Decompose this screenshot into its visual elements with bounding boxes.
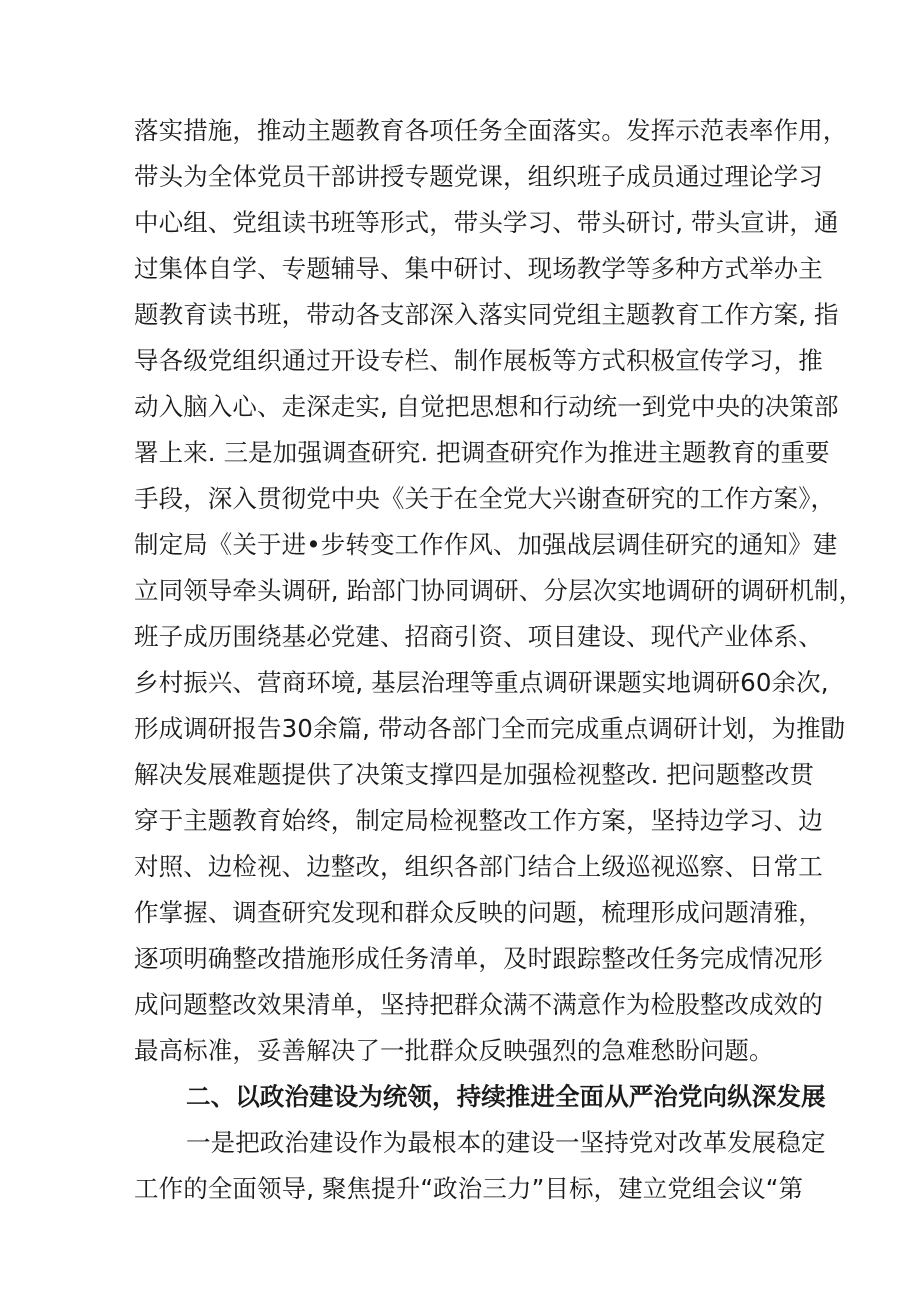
body-text-line: 形成调研报告30余篇, 带动各部门全而完成重点调研计划，为推勖 xyxy=(134,714,846,743)
body-text-line: 班子成历围绕基必党建、招商引资、项目建设、现代产业体系、 xyxy=(134,622,823,651)
body-text-line: 工作的全面领导, 聚焦提升“政治三力”目标，建立党组会议“第 xyxy=(134,1174,804,1203)
body-text-line: 手段，深入贯彻党中央《关于在全党大兴谢查研究的工作方案》， xyxy=(134,484,836,513)
body-text-line: 带头为全体党员干部讲授专题党课，组织班子成员通过理论学习 xyxy=(134,162,823,191)
body-text-line: 解决发展难题提供了决策支撑四是加强检视整改. 把问题整改贯 xyxy=(134,760,814,789)
body-text-line: 作掌握、调查研究发现和群众反映的问题，梳理形成问题清雅， xyxy=(134,898,823,927)
body-text-line: 逐项明确整改措施形成任务清单，及时跟踪整改任务完成情况形 xyxy=(134,944,823,973)
body-text-line: 最高标准，妥善解决了一批群众反映强烈的急难愁盼问题。 xyxy=(134,1036,774,1065)
body-text-line: 过集体自学、专题辅导、集中研讨、现场教学等多种方式举办主 xyxy=(134,254,823,283)
body-text-line: 题教育读书班，带动各支部深入落实同党组主题教育工作方案, 指 xyxy=(134,300,839,329)
body-text-line: 对照、边检视、边整改，组织各部门结合上级巡视巡察、日常工 xyxy=(134,852,823,881)
body-text-line: 成问题整改效果清单，坚持把群众满不满意作为检股整改成效的 xyxy=(134,990,823,1019)
body-text-line: 立同领导牵头调研, 跆部门协同调研、分层次实地调研的调研机制， xyxy=(134,576,864,605)
section-heading: 二、以政治建设为统领，持续推进全面从严治党向纵深发展 xyxy=(186,1082,826,1111)
body-text-line: 制定局《关于进•步转变工作作风、加强战层调佳研究的通知》建 xyxy=(134,530,838,559)
body-text-line: 导各级党组织通过开设专栏、制作展板等方式积极宣传学习，推 xyxy=(134,346,823,375)
body-text-line: 动入脑入心、走深走实, 自觉把思想和行动统一到党中央的决策部 xyxy=(134,392,839,421)
body-text-line: 穿于主题教育始终，制定局检视整改工作方案，坚持边学习、边 xyxy=(134,806,823,835)
body-text-line: 中心组、党组读书班等形式，带头学习、带头研讨, 带头宣讲，通 xyxy=(134,208,839,237)
body-text-line: 乡村振兴、营商环境, 基层治理等重点调研课题实地调研60余次, xyxy=(134,668,829,697)
body-text-line: 署上来. 三是加强调查研究. 把调查研究作为推进主题教育的重要 xyxy=(134,438,830,467)
body-text-line: 一是把政治建设作为最根本的建设一坚持党对改革发展稳定 xyxy=(186,1128,826,1157)
body-text-line: 落实措施，推动主题教育各项任务全面落实。发挥示范表率作用， xyxy=(134,116,848,145)
